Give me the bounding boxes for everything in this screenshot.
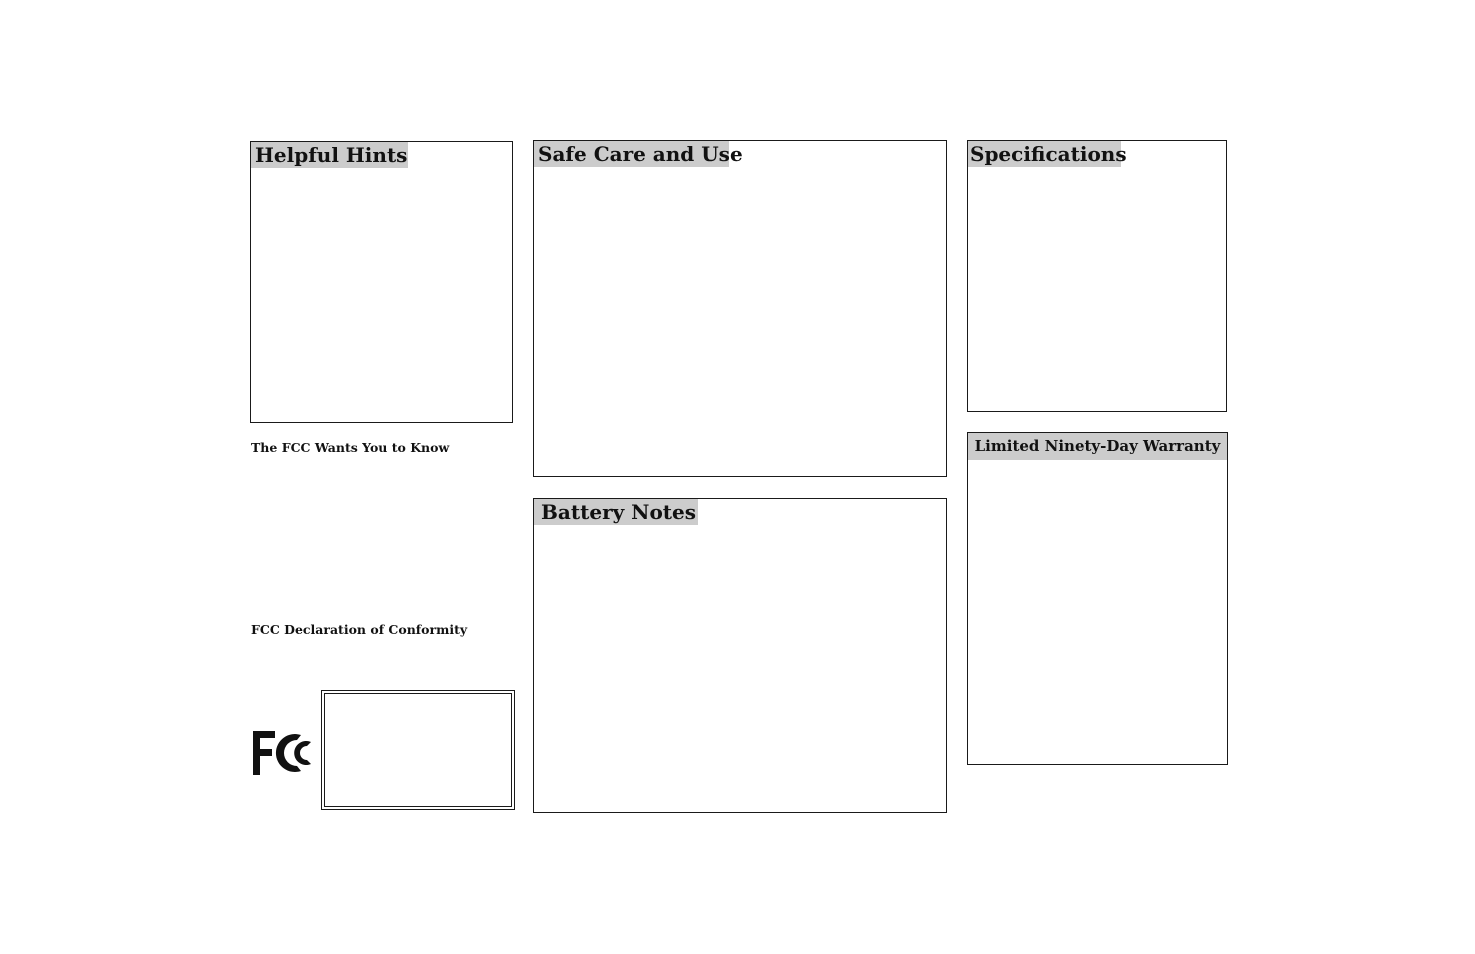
fcc-logo-icon: [251, 729, 315, 777]
battery-notes-panel: [533, 498, 947, 813]
safe-care-panel: [533, 140, 947, 477]
fcc-declaration-heading: FCC Declaration of Conformity: [251, 622, 468, 637]
safe-care-title: Safe Care and Use: [534, 141, 729, 167]
warranty-title: Limited Ninety-Day Warranty: [968, 433, 1227, 460]
warranty-panel: [967, 432, 1228, 765]
fcc-declaration-box: [321, 690, 515, 810]
fcc-declaration-box-inner: [324, 693, 512, 807]
specifications-title: Specifications: [970, 142, 1127, 166]
helpful-hints-panel: [250, 141, 513, 423]
specifications-panel: [967, 140, 1227, 412]
battery-notes-title: Battery Notes: [534, 499, 698, 525]
fcc-wants-heading: The FCC Wants You to Know: [251, 440, 450, 455]
helpful-hints-title: Helpful Hints: [251, 142, 408, 168]
